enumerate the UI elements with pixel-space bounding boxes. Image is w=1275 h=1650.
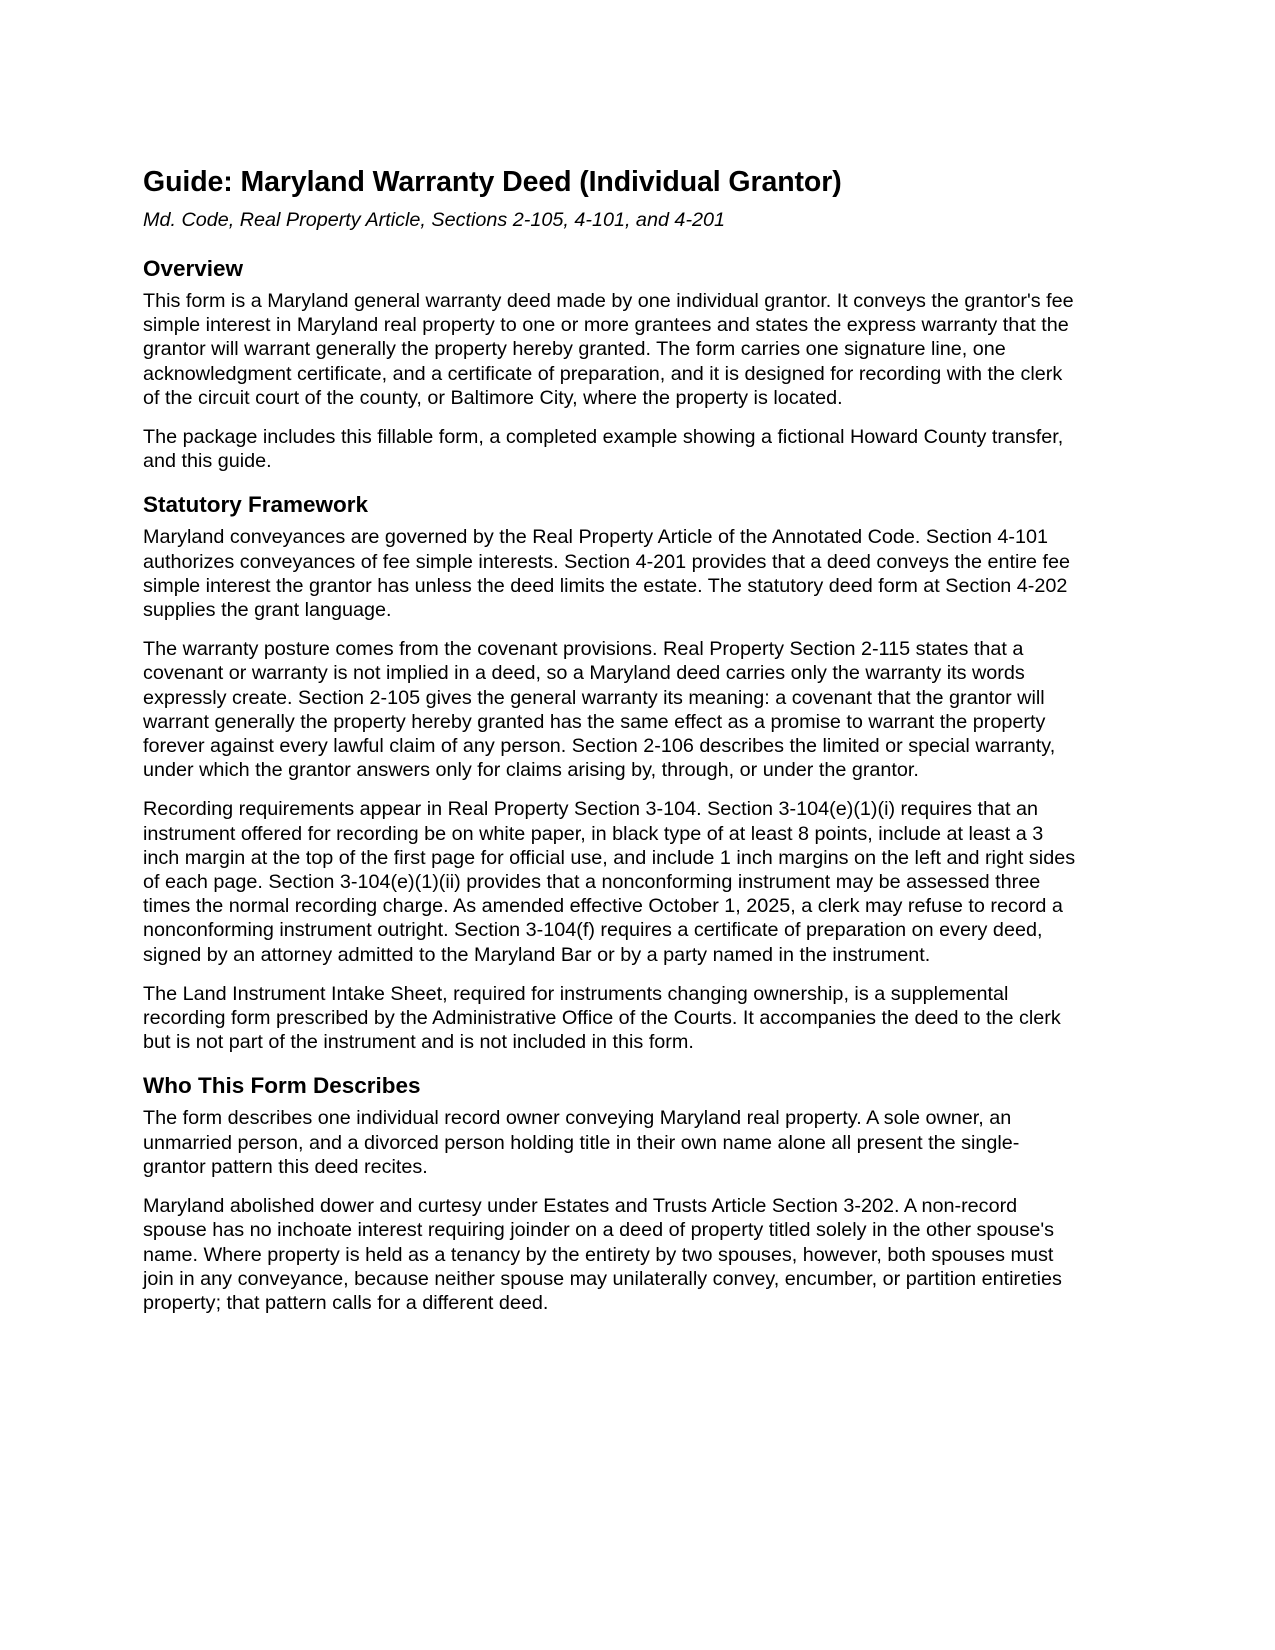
document-subtitle: Md. Code, Real Property Article, Sections 2-105, 4-101, and 4-201: [143, 209, 726, 231]
paragraph: The package includes this fillable form, a completed example showing a fictional Howard County transfer, and this guide.: [143, 426, 1064, 473]
section-heading-statutory-framework: Statutory Framework: [143, 492, 369, 518]
paragraph: The Land Instrument Intake Sheet, required for instruments changing ownership, is a supplemental recording form prescribed by the Administrative Office of the Courts. It accompanies the deed to the clerk but is not part of the instrument and is not included in this form.: [143, 982, 1061, 1054]
document-title: Guide: Maryland Warranty Deed (Individual Grantor): [143, 166, 842, 198]
paragraph: The form describes one individual record owner conveying Maryland real property. A sole owner, an unmarried person, and a divorced person holding title in their own name alone all present the single-grantor pattern this deed recites.: [143, 1107, 1020, 1178]
section-heading-who-this-form-describes: Who This Form Describes: [143, 1073, 421, 1099]
document-page: [143, 163, 1078, 1315]
paragraph: This form is a Maryland general warranty deed made by one individual grantor. It conveys the grantor's fee simple interest in Maryland real property to one or more grantees and states the express warranty that the grantor will warrant generally the property hereby granted. The form carries one signature line, one acknowledgment certificate, and a certificate of preparation, and it is designed for recording with the clerk of the circuit court of the county, or Baltimore City, where the property is located.: [143, 290, 1074, 409]
section-overview: [143, 254, 1078, 473]
paragraph: Maryland conveyances are governed by the Real Property Article of the Annotated Code. Section 4-101 authorizes conveyances of fee simple interests. Section 4-201 provides that a deed conveys the entire fee simple interest the grantor has unless the deed limits the estate. The statutory deed form at Section 4-202 supplies the grant language.: [143, 526, 1070, 622]
paragraph: Recording requirements appear in Real Property Section 3-104. Section 3-104(e)(1)(i) requires that an instrument offered for recording be on white paper, in black type of at least 8 points, include at least a 3 inch margin at the top of the first page for official use, and include 1 inch margins on the left and right sides of each page. Section 3-104(e)(1)(ii) provides that a nonconforming instrument may be assessed three times the normal recording charge. As amended effective October 1, 2025, a clerk may refuse to record a nonconforming instrument outright. Section 3-104(f) requires a certificate of preparation on every deed, signed by an attorney admitted to the Maryland Bar or by a party named in the instrument.: [143, 798, 1076, 966]
paragraph: Maryland abolished dower and curtesy under Estates and Trusts Article Section 3-202. A non-record spouse has no inchoate interest requiring joinder on a deed of property titled solely in the other spouse's name. Where property is held as a tenancy by the entirety by two spouses, however, both spouses must join in any conveyance, because neither spouse may unilaterally convey, encumber, or partition entireties property; that pattern calls for a different deed.: [143, 1195, 1062, 1314]
section-who-this-form-describes: [143, 1071, 1078, 1315]
section-heading-overview: Overview: [143, 256, 244, 281]
section-statutory-framework: [143, 490, 1078, 1054]
paragraph: The warranty posture comes from the covenant provisions. Real Property Section 2-115 states that a covenant or warranty is not implied in a deed, so a Maryland deed carries only the warranty its words expressly create. Section 2-105 gives the general warranty its meaning: a covenant that the grantor will warrant generally the property hereby granted has the same effect as a promise to warrant the property forever against every lawful claim of any person. Section 2-106 describes the limited or special warranty, under which the grantor answers only for claims arising by, through, or under the grantor.: [143, 638, 1056, 782]
